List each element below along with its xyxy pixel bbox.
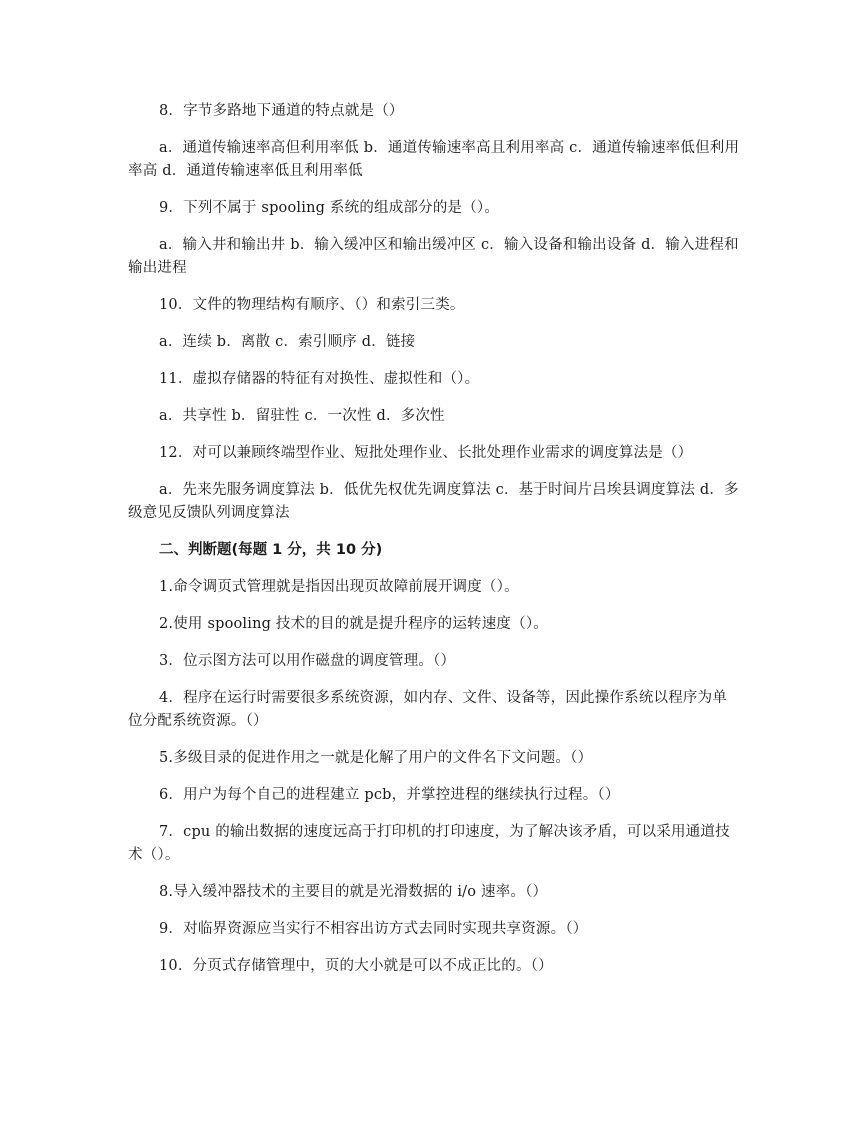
question-12-options: a．先来先服务调度算法 b．低优先权优先调度算法 c．基于时间片吕埃县调度算法 d．多级意见反馈队列调度算法 — [128, 482, 739, 521]
tf-item-1: 1.命令调页式管理就是指因出现页故障前展开调度（）。 — [159, 579, 519, 595]
question-11: 11．虚拟存储器的特征有对换性、虚拟性和（）。 — [159, 371, 480, 387]
section-heading-true-false: 二、判断题(每题 1 分，共 10 分) — [159, 542, 383, 558]
question-8-options: a．通道传输速率高但利用率低 b．通道传输速率高且利用率高 c．通道传输速率低但利用率高 d．通道传输速率低且利用率低 — [128, 140, 740, 179]
question-11-options: a．共享性 b．留驻性 c．一次性 d．多次性 — [159, 408, 445, 424]
tf-item-3: 3．位示图方法可以用作磁盘的调度管理。（） — [159, 653, 456, 669]
question-9: 9．下列不属于 spooling 系统的组成部分的是（）。 — [159, 200, 500, 216]
tf-item-7: 7．cpu 的输出数据的速度远高于打印机的打印速度，为了解决该矛盾，可以采用通道技术（）。 — [128, 824, 730, 863]
tf-item-6: 6．用户为每个自己的进程建立 pcb，并掌控进程的继续执行过程。（） — [159, 787, 620, 803]
question-10: 10．文件的物理结构有顺序、（）和索引三类。 — [159, 297, 465, 313]
question-10-options: a．连续 b．离散 c．索引顺序 d．链接 — [159, 334, 416, 350]
question-8: 8．字节多路地下通道的特点就是（） — [159, 103, 404, 119]
tf-item-4: 4．程序在运行时需要很多系统资源，如内存、文件、设备等，因此操作系统以程序为单位分配系统资源。（） — [128, 690, 728, 729]
question-9-options: a．输入井和输出井 b．输入缓冲区和输出缓冲区 c．输入设备和输出设备 d．输入进程和输出进程 — [128, 237, 739, 276]
tf-item-10: 10．分页式存储管理中，页的大小就是可以不成正比的。（） — [159, 958, 553, 974]
tf-item-8: 8.导入缓冲器技术的主要目的就是光滑数据的 i/o 速率。（） — [159, 884, 548, 900]
document-content — [128, 100, 740, 992]
tf-item-5: 5.多级目录的促进作用之一就是化解了用户的文件名下文问题。（） — [159, 750, 593, 766]
tf-item-9: 9．对临界资源应当实行不相容出访方式去同时实现共享资源。（） — [159, 921, 588, 937]
question-12: 12．对可以兼顾终端型作业、短批处理作业、长批处理作业需求的调度算法是（） — [159, 445, 693, 461]
tf-item-2: 2.使用 spooling 技术的目的就是提升程序的运转速度（）。 — [159, 616, 548, 632]
